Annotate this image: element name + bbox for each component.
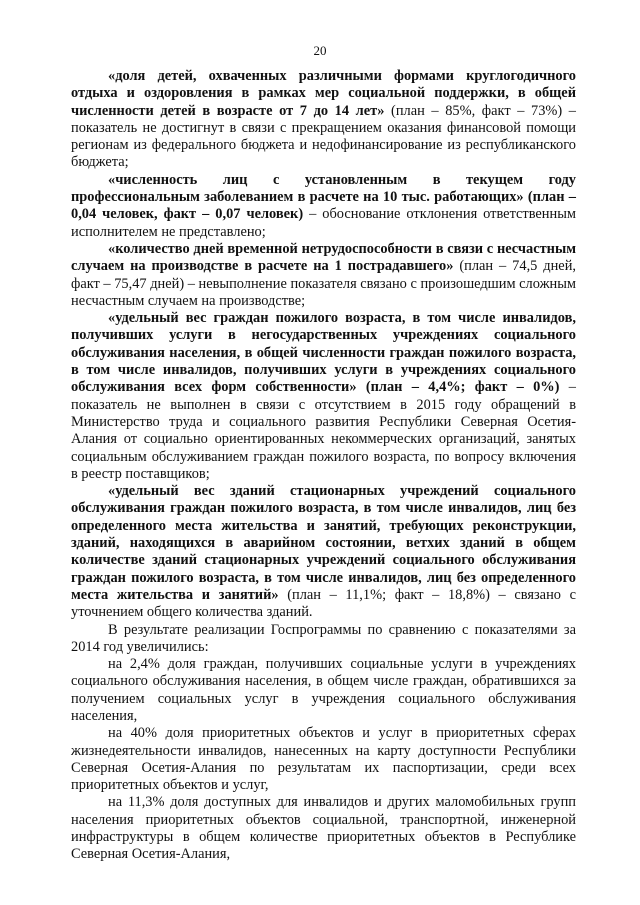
paragraph-buildings-reconstruction — [71, 483, 576, 621]
paragraph-nongovernmental-services — [71, 310, 576, 483]
paragraph-text: – показатель не выполнен в связи с отсутствием в 2015 году обращений в Министерство труда и социального развития Республики Северная Осетия-Алания от социально ориентированных некоммерческих организаций, занятых социальным обслуживанием граждан пожилого возраста, по вопросу включения в реестр поставщиков; — [71, 379, 576, 482]
indicator-name: «доля детей, охваченных различными формами круглогодичного отдыха и оздоровления в рамках мер социальной поддержки, в общей численности детей в возрасте от 7 до 14 лет» — [71, 68, 576, 119]
indicator-name: «численность лиц с установленным в текущем году профессиональным заболеванием в расчете на 10 тыс. работающих» (план – 0,04 человек, факт – 0,07 человек) — [71, 171, 576, 223]
paragraph-text: (план – 85%, факт – 73%) – показатель не достигнут в связи с прекращением оказания финансовой помощи регионам из федерального бюджета и недофинансирование из республиканского бюджета; — [71, 102, 576, 171]
paragraph-temporary-disability — [71, 241, 576, 310]
paragraph-result-social-services — [71, 656, 576, 725]
page-number: 20 — [313, 43, 327, 58]
paragraph-text: (план – 11,1%; факт – 18,8%) – связано с уточнением общего количества зданий. — [71, 586, 576, 621]
paragraph-text: (план – 74,5 дней, факт – 75,47 дней) – невыполнение показателя связано с произошедшим сложным несчастным случаем на производстве; — [71, 258, 576, 309]
document-body — [71, 68, 576, 864]
paragraph-children-recreation — [71, 68, 576, 172]
paragraph-occupational-disease — [71, 172, 576, 241]
paragraph-text: В результате реализации Госпрограммы по сравнению с показателями за 2014 год увеличились: — [71, 621, 576, 655]
paragraph-text: на 40% доля приоритетных объектов и услуг в приоритетных сферах жизнедеятельности инвалидов, нанесенных на карту доступности Республики Северная Осетия-Алания по результатам их паспортизации, среди всех приоритетных объектов и услуг, — [71, 725, 576, 794]
paragraph-results-intro — [71, 622, 576, 657]
paragraph-text: на 11,3% доля доступных для инвалидов и других маломобильных групп населения приоритетных объектов социальной, транспортной, инженерной инфраструктуры в общем количестве приоритетных объектов в Республике Северная Осетия-Алания, — [71, 794, 576, 863]
paragraph-text: – обоснование отклонения ответственным исполнителем не представлено; — [71, 206, 576, 240]
indicator-name: «удельный вес граждан пожилого возраста, в том числе инвалидов, получивших услуги в негосударственных учреждениях социального обслуживания населения, в общей численности граждан пожилого возраста, в том числе инвалидов, получивших услуги в учреждениях социального обслуживания всех форм собственности» (план – 4,4%; факт – 0%) — [71, 310, 576, 396]
paragraph-result-accessibility-map — [71, 725, 576, 794]
paragraph-result-accessible-objects — [71, 794, 576, 863]
indicator-name: «количество дней временной нетрудоспособности в связи с несчастным случаем на производстве в расчете на 1 пострадавшего» — [71, 240, 576, 275]
paragraph-text: на 2,4% доля граждан, получивших социальные услуги в учреждениях социального обслуживания населения, в общем числе граждан, обратившихся за получением социальных услуг в учреждения социального обслуживания населения, — [71, 656, 576, 724]
indicator-name: «удельный вес зданий стационарных учреждений социального обслуживания граждан пожилого возраста, в том числе инвалидов, лиц без определенного места жительства и занятий, требующих реконструкции, зданий, находящихся в аварийном состоянии, ветхих зданий в общем количестве зданий стационарных учреждений социального обслуживания граждан пожилого возраста, в том числе инвалидов, лиц без определенного места жительства и занятий» — [71, 483, 576, 603]
